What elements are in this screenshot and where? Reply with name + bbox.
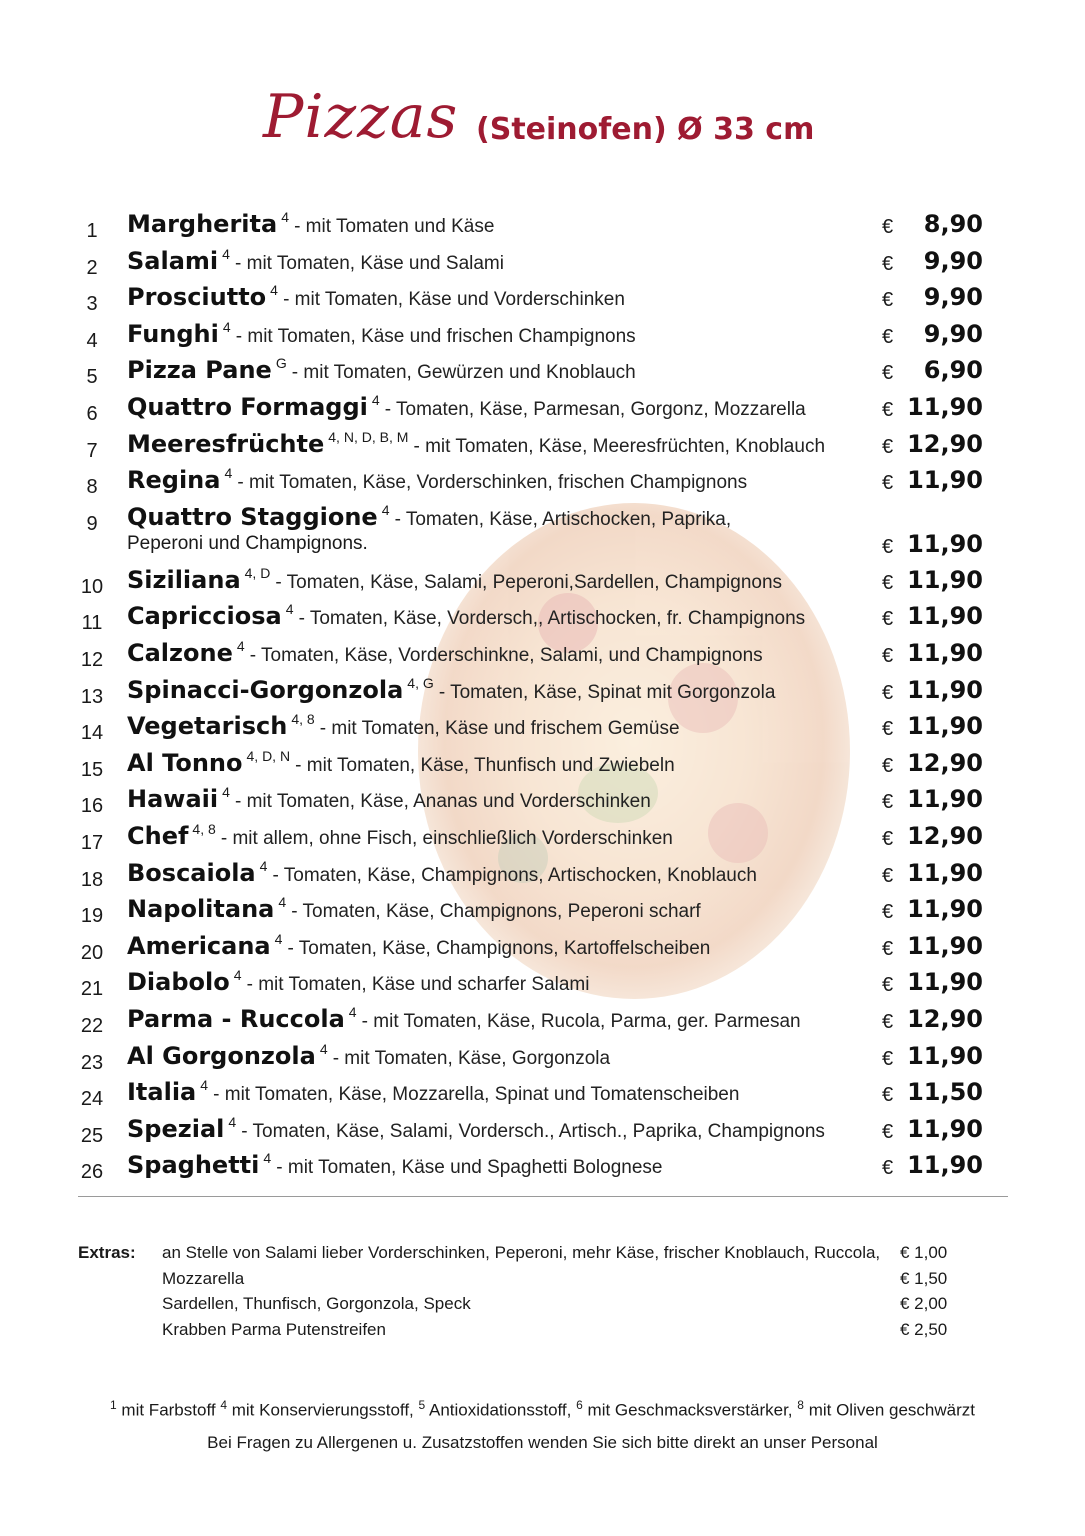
extra-item [0, 1269, 1085, 1295]
item-name: Al Gorgonzola [127, 1041, 316, 1070]
item-allergens: 4 [224, 465, 233, 482]
item-allergens: 4 [222, 318, 231, 335]
item-allergens: 4 [222, 245, 230, 262]
item-allergens: 4 [281, 209, 289, 225]
menu-item [0, 210, 1085, 246]
item-line [127, 712, 680, 740]
item-allergens: 4, 8 [192, 821, 216, 837]
item-price: 11,90 [907, 895, 983, 924]
item-description: - mit Tomaten, Käse, Vorderschinken, frischen Champignons [237, 472, 748, 494]
extra-item [0, 1294, 1085, 1320]
item-price: 12,90 [907, 1005, 983, 1033]
extra-price: € 1,00 [900, 1243, 948, 1262]
item-allergens: 4 [348, 1004, 357, 1020]
item-description: - mit Tomaten, Käse, Mozzarella, Spinat und Tomatenscheiben [213, 1084, 740, 1106]
item-number: 22 [80, 1015, 104, 1037]
item-price: 11,90 [907, 602, 983, 631]
item-description-continued: Peperoni und Champignons. [127, 532, 368, 554]
item-number: 5 [86, 366, 98, 389]
currency-symbol: € [882, 1047, 894, 1070]
menu-item [0, 1151, 1085, 1187]
item-line [127, 320, 636, 348]
item-name: Americana [127, 931, 271, 960]
currency-symbol: € [882, 362, 894, 385]
currency-symbol: € [882, 472, 894, 495]
item-description: - Tomaten, Käse, Champignons, Peperoni scharf [291, 901, 701, 923]
item-name: Hawaii [127, 785, 219, 814]
item-line [127, 749, 675, 777]
item-allergens: 4, D, N [246, 747, 291, 764]
item-price: 11,50 [907, 1078, 983, 1107]
item-price: 11,90 [907, 858, 983, 887]
additives-footnote [0, 1398, 1085, 1421]
menu-item [0, 749, 1085, 785]
item-price: 11,90 [907, 565, 983, 594]
menu-item [0, 968, 1085, 1004]
item-price: 11,90 [907, 675, 983, 704]
item-name: Siziliana [127, 565, 241, 594]
item-line [127, 247, 504, 275]
extra-description: Krabben Parma Putenstreifen [162, 1320, 386, 1340]
item-number: 2 [86, 256, 98, 279]
item-description: - Tomaten, Käse, Vordersch,, Artischocken, fr. Champignons [298, 608, 806, 630]
item-name: Capricciosa [127, 602, 282, 631]
currency-symbol: € [882, 901, 894, 924]
item-allergens: 4 [285, 601, 294, 618]
item-name: Spezial [127, 1114, 225, 1143]
menu-item [0, 466, 1085, 502]
currency-symbol: € [882, 535, 894, 558]
extra-item [0, 1243, 1085, 1269]
item-allergens: 4 [236, 638, 245, 654]
item-number: 25 [80, 1124, 104, 1147]
footnote-marker: 1 [110, 1398, 117, 1412]
item-number: 1 [86, 220, 98, 242]
menu-item [0, 712, 1085, 748]
item-allergens: 4, D [244, 564, 271, 581]
item-number: 7 [86, 439, 98, 462]
footnote-text: Antioxidationsstoff, [429, 1400, 572, 1420]
item-name: Salami [127, 246, 219, 275]
item-name: Prosciutto [127, 283, 267, 312]
item-description: - mit Tomaten, Käse, Gorgonzola [332, 1047, 611, 1069]
menu-item [0, 602, 1085, 638]
currency-symbol: € [882, 1157, 894, 1180]
item-description: - Tomaten, Käse, Parmesan, Gorgonz, Mozzarella [384, 399, 806, 420]
menu-item [0, 566, 1085, 602]
currency-symbol: € [882, 791, 894, 814]
menu-item [0, 1042, 1085, 1078]
item-line [127, 503, 731, 531]
menu-item [0, 822, 1085, 858]
item-description: - mit Tomaten, Käse und Salami [235, 252, 504, 274]
currency-symbol: € [882, 435, 894, 458]
item-allergens: 4 [222, 784, 230, 801]
item-name: Diabolo [127, 968, 230, 997]
menu-item [0, 320, 1085, 356]
footnote-marker: 5 [418, 1398, 426, 1412]
item-price: 11,90 [907, 529, 983, 558]
page-title: Pizzas [263, 82, 459, 152]
item-allergens: 4 [278, 894, 287, 911]
extra-price: € 1,50 [900, 1268, 948, 1288]
section-divider [78, 1196, 1008, 1197]
item-number: 10 [80, 575, 104, 598]
item-name: Parma - Ruccola [127, 1005, 345, 1033]
item-name: Margherita [127, 210, 278, 238]
menu-item [0, 676, 1085, 712]
item-allergens: 4, 8 [291, 711, 315, 728]
currency-symbol: € [882, 681, 894, 704]
item-price: 8,90 [923, 210, 983, 238]
item-allergens: 4 [319, 1040, 328, 1057]
item-number: 8 [86, 476, 98, 499]
item-line [127, 639, 763, 667]
item-price: 11,90 [907, 1041, 983, 1070]
extra-description: Sardellen, Thunfisch, Gorgonzola, Speck [162, 1294, 471, 1314]
item-price: 11,90 [907, 1114, 983, 1143]
item-description: - mit Tomaten, Käse, Meeresfrüchten, Knoblauch [413, 435, 826, 457]
item-line [127, 676, 775, 704]
item-number: 18 [80, 868, 104, 891]
currency-symbol: € [882, 571, 894, 594]
item-price: 9,90 [923, 319, 983, 348]
item-price: 9,90 [923, 246, 983, 275]
item-description: - Tomaten, Käse, Salami, Vordersch., Artisch., Paprika, Champignons [241, 1120, 825, 1142]
menu-item [0, 1078, 1085, 1114]
item-description: - mit Tomaten, Käse und scharfer Salami [246, 974, 590, 996]
item-description: - Tomaten, Käse, Champignons, Kartoffelscheiben [287, 937, 711, 959]
item-name: Meeresfrüchte [127, 429, 325, 458]
item-allergens: 4 [233, 967, 242, 984]
item-line [127, 1151, 663, 1179]
menu-item [0, 859, 1085, 895]
item-name: Pizza Pane [127, 356, 272, 385]
item-allergens: 4 [263, 1150, 272, 1167]
item-price: 11,90 [907, 466, 983, 495]
footnote-text: mit Oliven geschwärzt [808, 1400, 975, 1420]
item-allergens: 4 [371, 392, 380, 408]
item-price: 11,90 [907, 712, 983, 741]
currency-symbol: € [882, 937, 894, 960]
item-name: Chef [127, 822, 189, 850]
item-number: 26 [80, 1161, 104, 1184]
item-number: 6 [86, 403, 98, 425]
item-allergens: 4 [270, 282, 278, 299]
currency-symbol: € [882, 216, 894, 238]
item-line [127, 430, 825, 458]
currency-symbol: € [882, 754, 894, 777]
currency-symbol: € [882, 974, 894, 997]
page-subtitle: (Steinofen) Ø 33 cm [476, 112, 815, 147]
item-line [127, 466, 747, 494]
item-allergens: 4 [381, 501, 390, 518]
item-price: 11,90 [907, 785, 983, 814]
extra-description: an Stelle von Salami lieber Vorderschinken, Peperoni, mehr Käse, frischer Knoblauch, Ruccola, [162, 1243, 881, 1262]
menu-item [0, 283, 1085, 319]
page-header [0, 82, 1085, 172]
item-line [127, 1115, 825, 1143]
item-name: Quattro Formaggi [127, 393, 368, 421]
menu-item [0, 356, 1085, 392]
item-description: - mit Tomaten und Käse [294, 216, 495, 237]
menu-item [0, 785, 1085, 821]
item-description: - Tomaten, Käse, Salami, Peperoni,Sardellen, Champignons [275, 571, 783, 593]
menu-item [0, 1115, 1085, 1151]
item-line [127, 1078, 739, 1106]
extra-description: Mozzarella [162, 1268, 245, 1288]
item-name: Spinacci-Gorgonzola [127, 675, 404, 704]
item-number: 16 [80, 795, 104, 818]
item-allergens: 4 [228, 1113, 237, 1130]
item-line [127, 602, 805, 630]
item-name: Vegetarisch [127, 712, 288, 741]
menu-item [0, 1005, 1085, 1041]
currency-symbol: € [882, 399, 894, 421]
allergen-note: Bei Fragen zu Allergenen u. Zusatzstoffen wenden Sie sich bitte direkt an unser Personal [207, 1433, 878, 1452]
currency-symbol: € [882, 828, 894, 850]
footnote-text: mit Geschmacksverstärker, [587, 1400, 793, 1420]
currency-symbol: € [882, 289, 894, 312]
currency-symbol: € [882, 1120, 894, 1143]
item-number: 3 [86, 293, 98, 316]
currency-symbol: € [882, 608, 894, 631]
item-name: Calzone [127, 639, 233, 667]
item-number: 19 [80, 905, 104, 928]
item-number: 23 [80, 1051, 104, 1074]
item-line [127, 859, 757, 887]
item-price: 12,90 [907, 748, 983, 777]
item-price: 11,90 [907, 968, 983, 997]
footnote-text: mit Konservierungsstoff, [231, 1400, 414, 1420]
currency-symbol: € [882, 1084, 894, 1107]
item-description: - mit Tomaten, Käse und Vorderschinken [283, 289, 625, 311]
item-name: Quattro Staggione [127, 502, 378, 531]
item-price: 11,90 [907, 1151, 983, 1180]
item-line [127, 895, 701, 923]
extra-price: € 2,50 [900, 1320, 948, 1340]
menu-item [0, 501, 1085, 558]
currency-symbol: € [882, 1011, 894, 1033]
item-allergens: 4 [274, 930, 283, 947]
item-description: - mit Tomaten, Gewürzen und Knoblauch [291, 362, 636, 384]
footnote-marker: 8 [797, 1398, 804, 1412]
item-description: - mit allem, ohne Fisch, einschließlich Vorderschinken [220, 828, 673, 849]
item-line [127, 356, 636, 384]
item-allergens: 4 [200, 1077, 209, 1094]
menu-item [0, 895, 1085, 931]
extras-label: Extras: [78, 1243, 136, 1262]
item-number: 9 [86, 512, 98, 535]
menu-item [0, 639, 1085, 675]
menu-item [0, 247, 1085, 283]
item-line [127, 1042, 610, 1070]
item-description: - mit Tomaten, Käse und frischen Champignons [235, 325, 636, 347]
item-line [127, 283, 625, 311]
item-name: Funghi [127, 319, 219, 348]
item-price: 12,90 [907, 822, 983, 850]
item-line [127, 393, 806, 421]
item-description: - mit Tomaten, Käse und frischem Gemüse [319, 718, 680, 740]
item-name: Spaghetti [127, 1151, 260, 1180]
item-line [127, 822, 673, 850]
menu-item [0, 932, 1085, 968]
currency-symbol: € [882, 325, 894, 348]
item-price: 12,90 [907, 429, 983, 458]
item-description: - Tomaten, Käse, Champignons, Artischocken, Knoblauch [272, 864, 757, 886]
item-line [127, 566, 782, 594]
item-price: 11,90 [907, 931, 983, 960]
item-number: 11 [81, 612, 103, 635]
item-name: Al Tonno [127, 748, 243, 777]
extra-price: € 2,00 [900, 1294, 948, 1314]
item-description: - mit Tomaten, Käse, Rucola, Parma, ger. Parmesan [361, 1011, 801, 1032]
item-number: 14 [80, 722, 104, 745]
extra-item [0, 1320, 1085, 1346]
item-allergens: 4, N, D, B, M [328, 428, 409, 445]
item-allergens: G [275, 355, 287, 372]
item-number: 20 [80, 941, 104, 964]
menu-item [0, 393, 1085, 429]
currency-symbol: € [882, 645, 894, 667]
item-line [127, 1005, 801, 1033]
currency-symbol: € [882, 864, 894, 887]
item-number: 24 [80, 1088, 104, 1111]
item-description: - mit Tomaten, Käse, Thunfisch und Zwiebeln [295, 754, 675, 776]
footnote-marker: 4 [220, 1398, 227, 1412]
currency-symbol: € [882, 718, 894, 741]
item-name: Regina [127, 466, 221, 495]
item-line [127, 968, 589, 996]
item-line [127, 785, 651, 813]
item-number: 15 [80, 758, 104, 781]
item-number: 4 [86, 329, 98, 352]
item-description: - Tomaten, Käse, Spinat mit Gorgonzola [438, 681, 776, 703]
item-price: 6,90 [923, 356, 983, 385]
item-line [127, 210, 494, 238]
footnote-text: mit Farbstoff [121, 1400, 216, 1420]
item-number: 12 [80, 649, 104, 671]
item-number: 13 [80, 685, 104, 708]
item-description: - mit Tomaten, Käse, Ananas und Vorderschinken [235, 791, 651, 813]
item-price: 9,90 [923, 283, 983, 312]
footnote-marker: 6 [576, 1398, 583, 1412]
menu-item [0, 430, 1085, 466]
item-name: Italia [127, 1078, 197, 1107]
item-line [127, 932, 710, 960]
item-description: - Tomaten, Käse, Artischocken, Paprika, [394, 508, 732, 530]
item-name: Boscaiola [127, 858, 256, 887]
item-description: - Tomaten, Käse, Vorderschinkne, Salami, und Champignons [249, 645, 763, 666]
item-description: - mit Tomaten, Käse und Spaghetti Bolognese [276, 1157, 663, 1179]
item-number: 21 [80, 978, 104, 1001]
item-allergens: 4 [259, 857, 268, 874]
currency-symbol: € [882, 252, 894, 275]
item-name: Napolitana [127, 895, 275, 924]
item-price: 11,90 [907, 393, 983, 421]
item-price: 11,90 [907, 639, 983, 667]
item-allergens: 4, G [407, 674, 434, 691]
item-number: 17 [80, 832, 104, 854]
